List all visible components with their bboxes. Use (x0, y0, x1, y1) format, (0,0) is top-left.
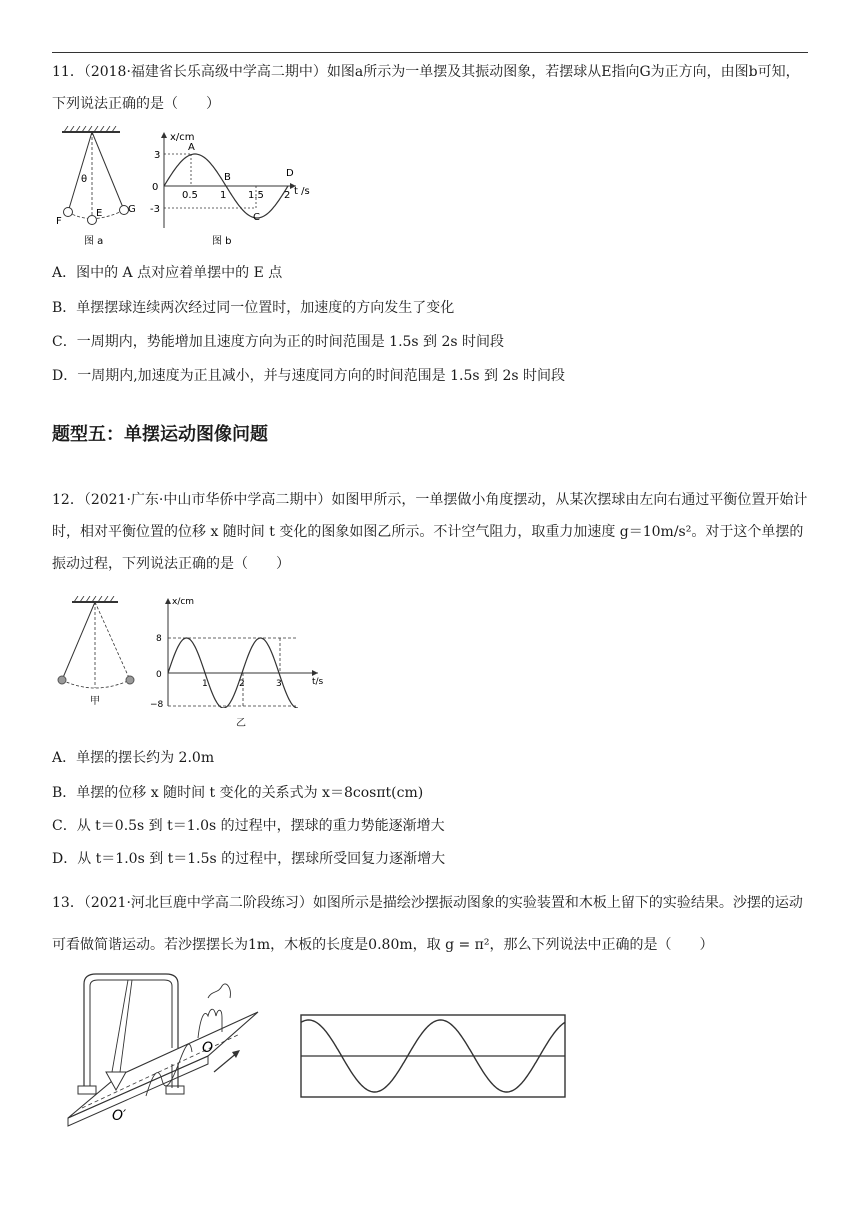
figure-sand-pendulum-apparatus (62, 968, 262, 1138)
xlabel-yi: t/s (312, 677, 324, 687)
top-rule (52, 52, 808, 53)
question-13-text: 13．（2021·河北巨鹿中学高二阶段练习）如图所示是描绘沙摆振动图象的实验装置和木板上留下的实验结果。沙摆的运动可看做简谐运动。若沙摆摆长为1m，木板的长度是0.80m，取 g = π²，那么下列说法中正确的是（ ） (52, 895, 803, 953)
figure-jia-caption: 甲 (90, 696, 100, 707)
q12-option-c: C．从 t＝0.5s 到 t＝1.0s 的过程中，摆球的重力势能逐渐增大 (52, 818, 445, 834)
q11-option-b: B．单摆摆球连续两次经过同一位置时，加速度的方向发生了变化 (52, 300, 455, 316)
figure-sand-trace-result (300, 1014, 568, 1100)
q11-option-c: C．一周期内，势能增加且速度方向为正的时间范围是 1.5s 到 2s 时间段 (52, 334, 505, 350)
question-12-text: 12．（2021·广东·中山市华侨中学高二期中）如图甲所示，一单摆做小角度摆动，从某次摆球由左向右通过平衡位置开始计时，相对平衡位置的位移 x 随时间 t 变化的图象如图乙所示。不计空气阻力，取重力加速度 g＝10m/s²。对于这个单摆的振动过程，下列说法正确的是（ ） (52, 492, 808, 572)
figure-b-graph (146, 128, 316, 250)
figure-yi-caption: 乙 (236, 718, 246, 729)
xtick-b-05: 0.5 (182, 190, 198, 201)
point-B: B (224, 172, 231, 183)
origin-yi: 0 (156, 670, 162, 680)
label-O-prime: O′ (112, 1108, 127, 1124)
q12-option-b: B．单摆的位移 x 随时间 t 变化的关系式为 x＝8cosπt(cm) (52, 785, 424, 801)
section-title: 题型五：单摆运动图像问题 (52, 424, 268, 445)
theta-label: θ (81, 174, 88, 185)
figure-b-caption: 图 b (212, 236, 232, 247)
ytick-yi-pos: 8 (156, 634, 162, 644)
q12-option-a: A．单摆的摆长约为 2.0m (52, 750, 215, 766)
figure-jia-pendulum (54, 596, 144, 708)
ylabel-b: x/cm (170, 132, 195, 143)
xtick-yi-3: 3 (276, 679, 282, 689)
xtick-yi-1: 1 (202, 679, 208, 689)
q12-option-d: D．从 t＝1.0s 到 t＝1.5s 的过程中，摆球所受回复力逐渐增大 (52, 851, 446, 867)
ytick-yi-neg: −8 (150, 700, 164, 708)
label-F: F (56, 216, 62, 227)
point-D: D (286, 168, 294, 179)
xlabel-b: t /s (294, 186, 310, 197)
question-11-text: 11．（2018·福建省长乐高级中学高二期中）如图a所示为一单摆及其振动图象，若摆球从E指向G为正方向，由图b可知，下列说法正确的是（ ） (52, 64, 800, 112)
xtick-b-1: 1 (220, 190, 227, 201)
origin-b: 0 (152, 182, 159, 193)
point-A: A (188, 142, 195, 153)
ytick-b-pos: 3 (154, 150, 161, 161)
xtick-b-15: 1.5 (248, 190, 264, 201)
xtick-b-2: 2 (284, 190, 291, 201)
figure-a-caption: 图 a (84, 236, 104, 247)
label-O: O (202, 1040, 214, 1056)
label-E: E (96, 208, 103, 219)
ylabel-yi: x/cm (172, 597, 195, 607)
xtick-yi-2: 2 (239, 679, 245, 689)
ytick-b-neg: -3 (150, 204, 160, 215)
q11-option-d: D．一周期内,加速度为正且减小，并与速度同方向的时间范围是 1.5s 到 2s 时间段 (52, 368, 566, 384)
q11-option-a: A．图中的 A 点对应着单摆中的 E 点 (52, 265, 283, 281)
figure-yi-graph (148, 594, 328, 708)
point-C: C (253, 212, 260, 223)
label-G: G (128, 204, 136, 215)
